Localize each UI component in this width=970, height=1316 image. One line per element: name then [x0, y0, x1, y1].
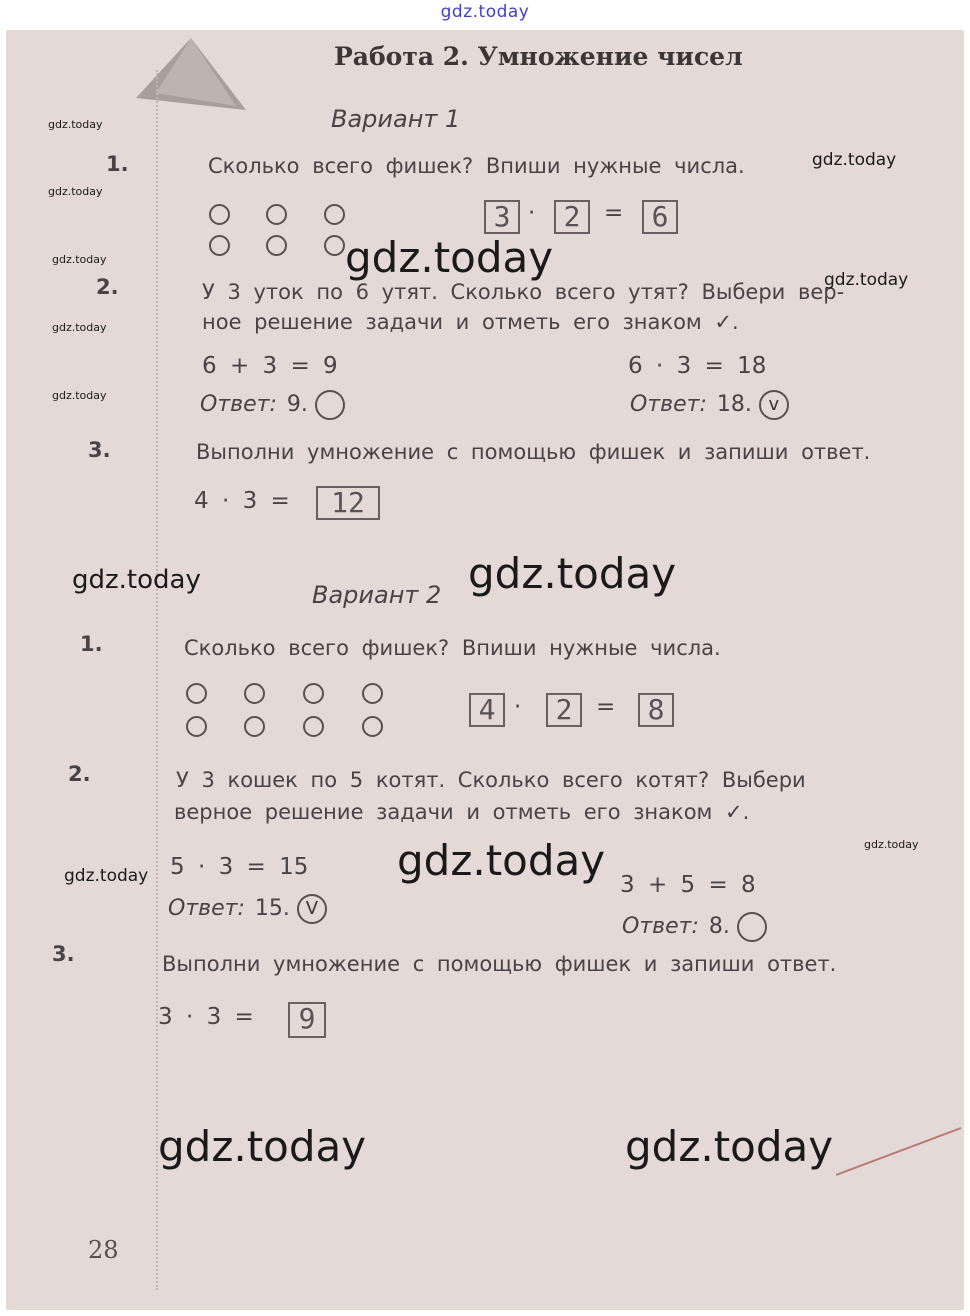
dot-operator: · [514, 694, 522, 720]
v1-task1-text: Сколько всего фишек? Впиши нужные числа. [208, 154, 745, 178]
variant-1-heading: Вариант 1 [331, 105, 461, 133]
watermark: gdz.today [158, 1122, 367, 1171]
watermark: gdz.today [52, 389, 107, 402]
choice-circle-checked[interactable]: v [759, 390, 789, 420]
v2-task2-line1: У 3 кошек по 5 котят. Сколько всего котят? Выбери [176, 768, 806, 792]
watermark: gdz.today [625, 1122, 834, 1171]
v1-task2-left-answer [200, 390, 345, 420]
site-watermark-top[interactable]: gdz.today [440, 2, 530, 22]
answer-value: 15. [254, 896, 290, 921]
watermark: gdz.today [52, 321, 107, 334]
page-number: 28 [88, 1236, 119, 1264]
watermark: gdz.today [468, 549, 677, 598]
pen-stroke [836, 1120, 964, 1180]
chip [324, 235, 345, 256]
chip [303, 716, 324, 737]
workbook-page [6, 30, 964, 1310]
chip [266, 204, 287, 225]
watermark: gdz.today [48, 118, 103, 131]
answer-label: Ответ: [630, 392, 707, 417]
margin-line [156, 70, 158, 1290]
corner-triangle-icon [136, 38, 256, 118]
equals-sign: = [604, 200, 624, 226]
watermark: gdz.today [345, 233, 554, 282]
v2-task2-line2: верное решение задачи и отметь его знаком ✓. [174, 800, 750, 824]
v1-task3-answer-box[interactable]: 12 [316, 486, 380, 520]
v1-task2-number: 2. [96, 275, 119, 299]
v2-task2-number: 2. [68, 762, 91, 786]
v1-task1-number: 1. [106, 152, 129, 176]
v2-task1-box-2[interactable]: 2 [546, 693, 582, 727]
chip [244, 683, 265, 704]
page-title: Работа 2. Умножение чисел [334, 42, 743, 71]
answer-label: Ответ: [200, 392, 277, 417]
chip [186, 716, 207, 737]
watermark: gdz.today [824, 270, 909, 290]
choice-circle[interactable] [737, 912, 767, 942]
v1-task3-text: Выполни умножение с помощью фишек и запиши ответ. [196, 440, 871, 464]
dot-operator: · [528, 200, 536, 226]
v2-task2-left-equation: 5 · 3 = 15 [170, 854, 309, 880]
answer-value: 8. [708, 914, 730, 939]
v1-task1-box-1[interactable]: 3 [484, 200, 520, 234]
v1-task3-equation: 4 · 3 = [194, 488, 290, 514]
chip [209, 204, 230, 225]
watermark: gdz.today [864, 838, 919, 851]
watermark: gdz.today [64, 866, 149, 886]
chip [362, 683, 383, 704]
chip [266, 235, 287, 256]
v2-task3-text: Выполни умножение с помощью фишек и запиши ответ. [162, 952, 837, 976]
v1-task2-line1: У 3 уток по 6 утят. Сколько всего утят? Выбери вер- [202, 280, 845, 304]
answer-value: 18. [716, 392, 752, 417]
v2-task2-right-equation: 3 + 5 = 8 [620, 872, 756, 898]
v2-task3-number: 3. [52, 942, 75, 966]
answer-value: 9. [286, 392, 308, 417]
chip [186, 683, 207, 704]
chip [324, 204, 345, 225]
v1-task2-right-answer [630, 390, 789, 420]
equals-sign: = [596, 694, 616, 720]
choice-circle-checked[interactable]: V [297, 894, 327, 924]
v2-task1-text: Сколько всего фишек? Впиши нужные числа. [184, 636, 721, 660]
v2-task2-left-answer [168, 894, 327, 924]
v1-task2-right-equation: 6 · 3 = 18 [628, 353, 767, 379]
watermark: gdz.today [52, 253, 107, 266]
v2-task3-answer-box[interactable]: 9 [288, 1002, 326, 1038]
watermark: gdz.today [72, 565, 201, 595]
watermark: gdz.today [812, 150, 897, 170]
v2-task1-box-3[interactable]: 8 [638, 693, 674, 727]
v2-task2-right-answer [622, 912, 767, 942]
answer-label: Ответ: [168, 896, 245, 921]
watermark: gdz.today [48, 185, 103, 198]
chip [244, 716, 265, 737]
answer-label: Ответ: [622, 914, 699, 939]
v1-task2-left-equation: 6 + 3 = 9 [202, 353, 338, 379]
chip [209, 235, 230, 256]
variant-2-heading: Вариант 2 [312, 581, 442, 609]
chip [303, 683, 324, 704]
chip [362, 716, 383, 737]
v2-task1-number: 1. [80, 632, 103, 656]
v1-task1-box-3[interactable]: 6 [642, 200, 678, 234]
v1-task1-box-2[interactable]: 2 [554, 200, 590, 234]
v1-task3-number: 3. [88, 438, 111, 462]
v1-task2-line2: ное решение задачи и отметь его знаком ✓. [202, 310, 739, 334]
v2-task1-box-1[interactable]: 4 [469, 693, 505, 727]
v2-task3-equation: 3 · 3 = [158, 1004, 254, 1030]
watermark: gdz.today [397, 836, 606, 885]
choice-circle[interactable] [315, 390, 345, 420]
